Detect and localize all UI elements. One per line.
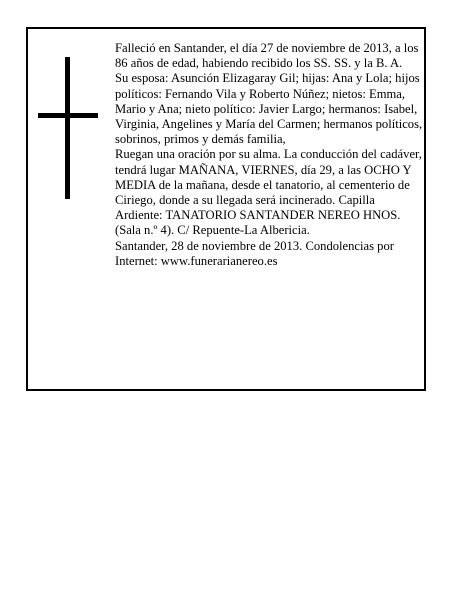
- date-and-condolences-paragraph: Santander, 28 de noviembre de 2013. Condolencias por Internet: www.funerarianereo.es: [115, 238, 394, 268]
- funeral-details-paragraph: Ruegan una oración por su alma. La conducción del cadáver, tendrá lugar MAÑANA, VIERNES, día 29, a las OCHO Y MEDIA de la mañana, desde el tanatorio, al cementerio de Ciriego, donde a su llegada será incinerado. Capilla Ardiente: TANATORIO SANTANDER NEREO HNOS. (Sala n.º 4). C/ Repuente-La Albericia.: [115, 147, 422, 238]
- latin-cross-icon: [38, 57, 98, 199]
- family-members-paragraph: Su esposa: Asunción Elizagaray Gil; hijas: Ana y Lola; hijos políticos: Fernando Vila y Roberto Núñez; nietos: Emma, Mario y Ana; nieto político: Javier Largo; hermanos: Isabel, Virginia, Angelines y María del Carmen; hermanos políticos, sobrinos, primos y demás familia,: [115, 71, 423, 147]
- obituary-text: [115, 41, 423, 269]
- obituary-notice: [26, 27, 426, 391]
- cross-vertical-bar: [65, 57, 70, 199]
- death-announcement-paragraph: Falleció en Santander, el día 27 de noviembre de 2013, a los 86 años de edad, habiendo recibido los SS. SS. y la B. A.: [115, 41, 419, 71]
- cross-horizontal-bar: [38, 113, 98, 118]
